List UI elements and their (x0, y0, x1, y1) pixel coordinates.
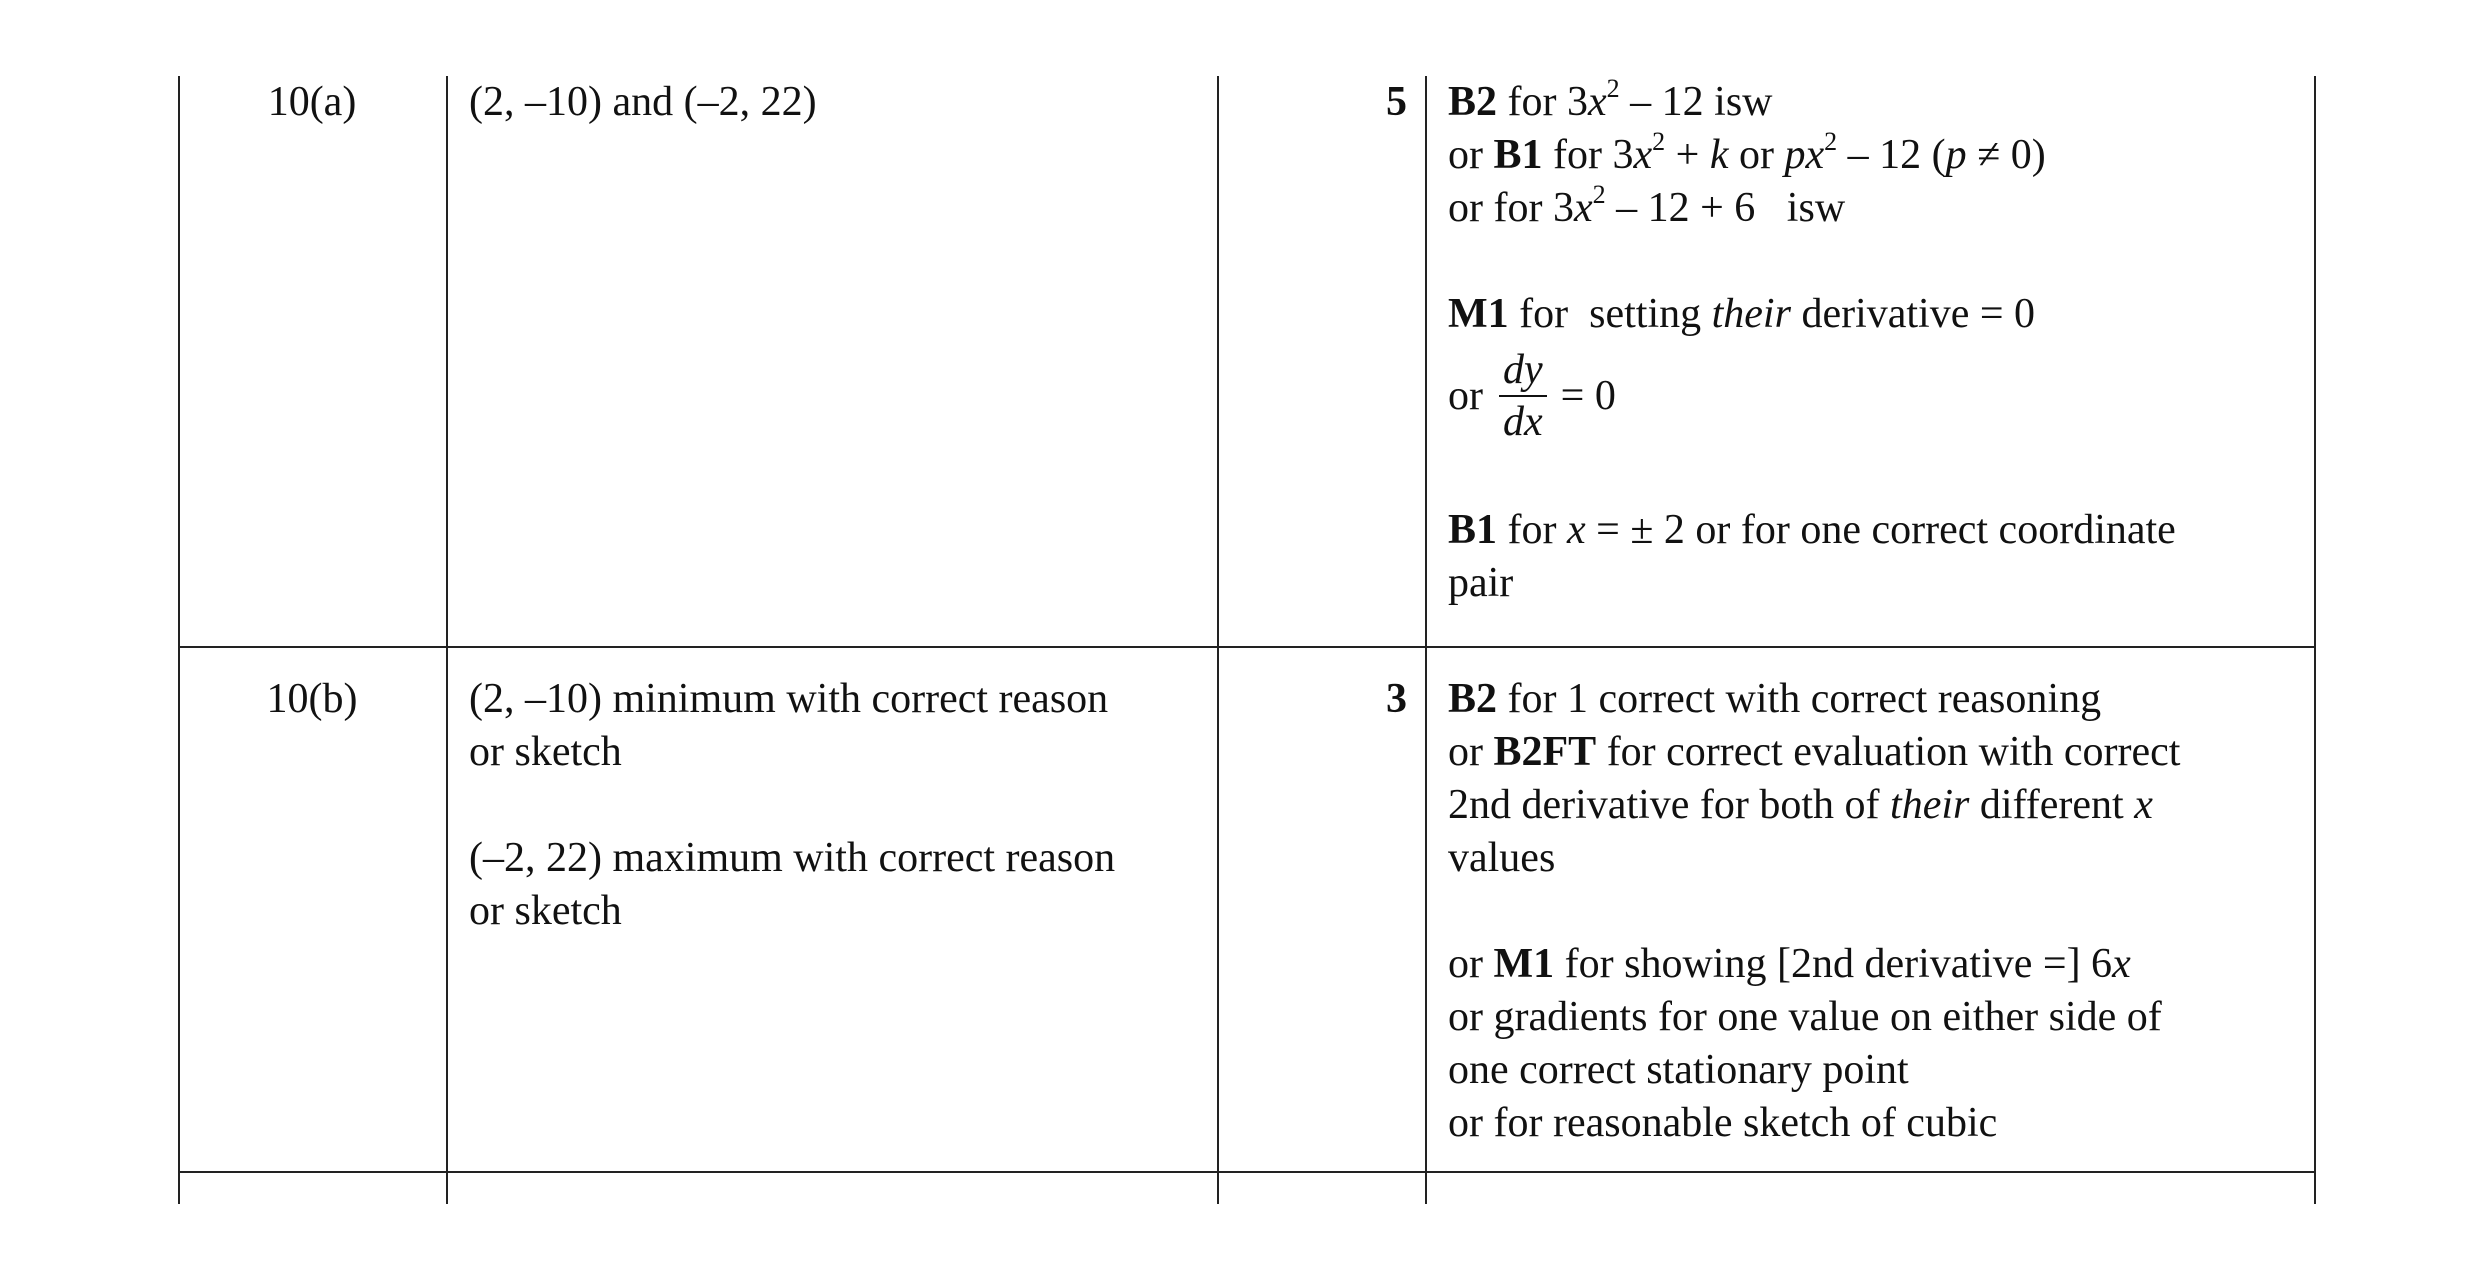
answer-line: (–2, 22) maximum with correct reason (469, 835, 1116, 881)
mark-cell: 5 (1386, 79, 1407, 125)
column-divider-marks (1425, 76, 1427, 1204)
mark-cell: 3 (1386, 676, 1407, 722)
guidance-line: or M1 for showing [2nd derivative =] 6x (1448, 941, 2131, 987)
answer-line: or sketch (469, 888, 622, 934)
guidance-line: values (1448, 835, 1556, 881)
question-number: 10(a) (267, 79, 357, 125)
dy-dx-fraction: $\frac{dy}{dx}$ (1499, 345, 1547, 447)
column-divider-answer (1217, 76, 1219, 1204)
answer-cell (469, 673, 1189, 938)
guidance-line: or B2FT for correct evaluation with correct (1448, 729, 2181, 775)
guidance-line: B2 for $3x^2 - 12$ isw (1448, 74, 1773, 125)
answer-line: (2, –10) and (–2, 22) (469, 79, 817, 125)
guidance-line: one correct stationary point (1448, 1047, 1909, 1093)
guidance-line: M1 for setting their derivative = 0 (1448, 291, 2036, 337)
guidance-line: B1 for x = ± 2 or for one correct coordinate (1448, 507, 2176, 553)
guidance-line: or for $3x^2 - 12 + 6$ isw (1448, 180, 1846, 231)
guidance-line: or for reasonable sketch of cubic (1448, 1100, 1998, 1146)
guidance-line: B2 for 1 correct with correct reasoning (1448, 676, 2102, 722)
table-border-right (2314, 76, 2316, 1204)
guidance-line: or B1 for $3x^2 + k$ or $px^2 - 12$ (p ≠ 0) (1448, 127, 2046, 178)
answer-cell (469, 76, 1189, 129)
guidance-line: or gradients for one value on either side of (1448, 994, 2162, 1040)
column-divider-question (446, 76, 448, 1204)
guidance-cell (1448, 673, 2308, 1150)
row-divider-1 (178, 646, 2316, 648)
question-number: 10(b) (266, 676, 358, 722)
answer-line: (2, –10) minimum with correct reason (469, 676, 1109, 722)
derivative-fraction-line: or $\frac{dy}{dx}$ = 0 (1448, 347, 1616, 445)
table-border-left (178, 76, 180, 1204)
guidance-cell (1448, 76, 2308, 610)
answer-line: or sketch (469, 729, 622, 775)
guidance-line: pair (1448, 560, 1514, 606)
guidance-line: 2nd derivative for both of their different x (1448, 782, 2153, 828)
row-divider-2 (178, 1171, 2316, 1173)
